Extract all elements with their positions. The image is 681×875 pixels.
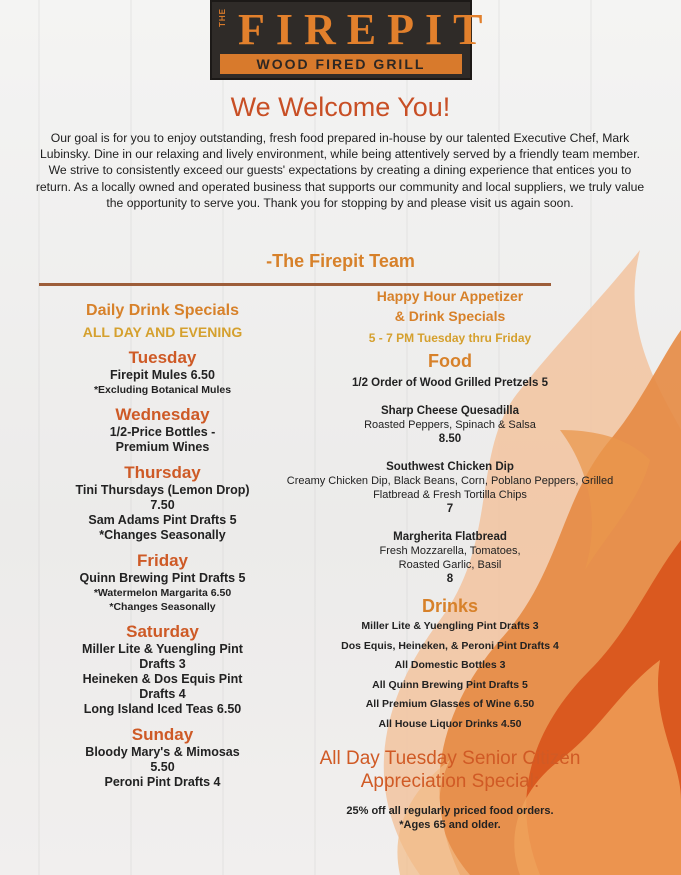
senior-special-details — [310, 804, 590, 832]
food-item-price: 8 — [446, 573, 454, 585]
happy-hour-title-line1: Happy Hour Appetizer — [376, 288, 524, 304]
food-item-title: Sharp Cheese Quesadilla — [380, 405, 520, 417]
drink-item: All Premium Glasses of Wine 6.50 — [365, 698, 535, 710]
day-special-line: Sam Adams Pint Drafts 5 — [88, 513, 237, 527]
food-item-title: 1/2 Order of Wood Grilled Pretzels 5 — [352, 377, 548, 389]
food-list — [285, 376, 615, 586]
happy-hour-title-line2: & Drink Specials — [394, 308, 506, 324]
food-item — [285, 376, 615, 390]
day-heading: Sunday — [131, 725, 194, 744]
welcome-paragraph: Our goal is for you to enjoy outstanding, fresh food prepared in-house by our talented Executive Chef, Mark Lubinsky. Dine in our relaxing and lively environment, while being attentively served by a friendly team member. We strive to consistently exceed our guests' expectations by creating a dining experience that entices you to return. As a locally owned and operated business that supports our community and local suppliers, we truly value the opportunity to serve you. Thank you for stopping by and please visit us again soon. — [35, 131, 645, 210]
day-special-line: *Changes Seasonally — [99, 528, 226, 542]
day-special-line: Miller Lite & Yuengling Pint — [82, 642, 243, 656]
day-special-line: *Excluding Botanical Mules — [93, 384, 232, 396]
welcome-heading: We Welcome You! — [230, 92, 451, 122]
senior-special-title — [300, 747, 600, 793]
day-special-line: *Watermelon Margarita 6.50 — [93, 587, 232, 599]
daily-drink-specials — [55, 302, 270, 790]
drink-item: All Domestic Bottles 3 — [394, 659, 506, 671]
day-special-line: Long Island Iced Teas 6.50 — [83, 702, 242, 716]
day-special-line: Drafts 3 — [139, 657, 186, 671]
day-special-line: Firepit Mules 6.50 — [110, 368, 215, 382]
food-item-description: Roasted Peppers, Spinach & Salsa — [364, 419, 536, 431]
food-item-price: 7 — [446, 503, 454, 515]
drinks-list — [285, 617, 615, 734]
day-special-line: Premium Wines — [115, 440, 210, 454]
food-item-title: Margherita Flatbread — [393, 531, 507, 543]
food-item — [285, 404, 615, 446]
food-item-description: Fresh Mozzarella, Tomatoes, Roasted Garlic, Basil — [379, 545, 521, 571]
day-heading: Friday — [136, 551, 189, 570]
drink-item: Dos Equis, Heineken, & Peroni Pint Drafts 4 — [341, 639, 559, 652]
team-signature: -The Firepit Team — [266, 251, 415, 271]
day-special-line: 1/2-Price Bottles - — [109, 425, 216, 439]
day-special-line: Peroni Pint Drafts 4 — [104, 775, 221, 789]
drink-item: All Quinn Brewing Pint Drafts 5 — [372, 678, 528, 691]
senior-detail-line1: 25% off all regularly priced food orders. — [346, 805, 554, 817]
day-heading: Wednesday — [115, 405, 210, 424]
day-special-line: Bloody Mary's & Mimosas — [85, 745, 240, 759]
day-special-line: Drafts 4 — [139, 687, 186, 701]
food-heading: Food — [428, 351, 472, 371]
firepit-logo — [210, 0, 494, 80]
day-special-line: 5.50 — [150, 760, 175, 774]
logo-tagline: WOOD FIRED GRILL — [220, 54, 462, 74]
food-item-title: Southwest Chicken Dip — [386, 461, 514, 473]
food-item-description: Creamy Chicken Dip, Black Beans, Corn, Poblano Peppers, Grilled Flatbread & Fresh Tortilla Chips — [286, 475, 614, 501]
day-special-line: Quinn Brewing Pint Drafts 5 — [79, 571, 246, 585]
drink-item: Miller Lite & Yuengling Pint Drafts 3 — [361, 620, 539, 632]
food-item — [285, 530, 615, 586]
food-item — [285, 460, 615, 516]
senior-title-line1: All Day Tuesday Senior Citizen — [319, 748, 581, 769]
day-special-line: Heineken & Dos Equis Pint — [82, 672, 243, 686]
day-heading: Thursday — [124, 463, 201, 482]
day-special-line: 7.50 — [150, 498, 175, 512]
daily-specials-days — [55, 348, 270, 790]
drink-item: All House Liquor Drinks 4.50 — [378, 717, 522, 730]
senior-title-line2: Appreciation Special: — [360, 771, 540, 792]
food-item-price: 8.50 — [438, 433, 462, 445]
day-special-line: *Changes Seasonally — [109, 601, 216, 613]
drinks-heading: Drinks — [421, 596, 479, 616]
day-heading: Saturday — [126, 622, 199, 641]
daily-specials-subtitle: ALL DAY AND EVENING — [82, 324, 243, 340]
happy-hour-time: 5 - 7 PM Tuesday thru Friday — [368, 331, 532, 345]
daily-specials-title: Daily Drink Specials — [86, 302, 239, 319]
logo-name-text: FIREPIT — [238, 5, 494, 54]
logo-the-text: THE — [218, 8, 227, 27]
day-heading: Tuesday — [128, 348, 197, 367]
day-special-line: Tini Thursdays (Lemon Drop) — [75, 483, 250, 497]
happy-hour-specials — [285, 286, 615, 734]
senior-detail-line2: *Ages 65 and older. — [399, 819, 501, 831]
